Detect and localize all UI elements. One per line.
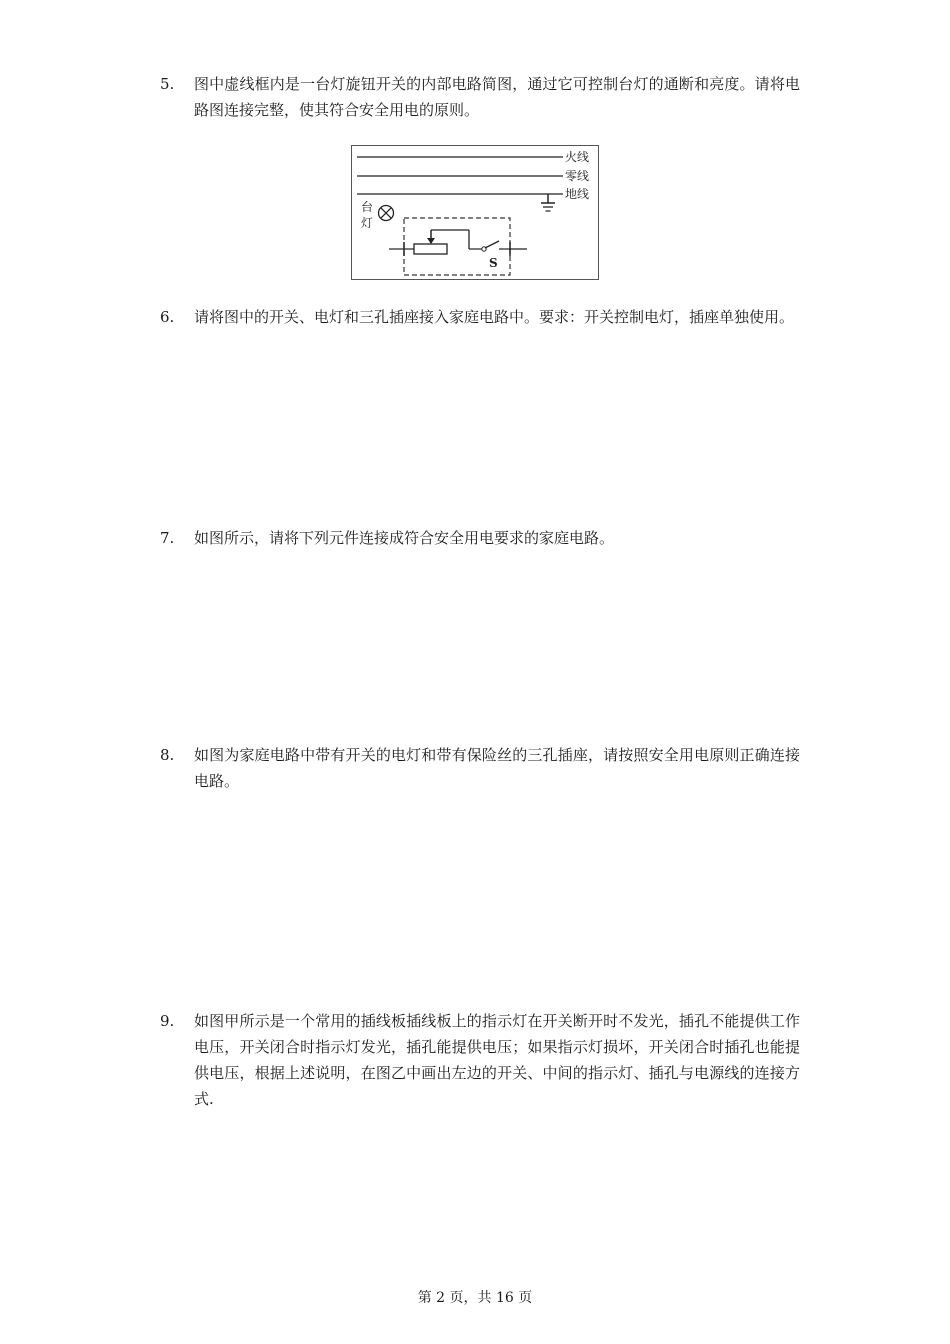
question-6	[160, 304, 800, 330]
figure-frame	[352, 146, 599, 280]
page-number: 第 2 页，共 16 页	[417, 1290, 533, 1306]
lamp-label: 台	[361, 200, 374, 214]
question-8	[160, 742, 800, 794]
question-text: 如图为家庭电路中带有开关的电灯和带有保险丝的三孔插座，请按照安全用电原则正确连接电路。	[194, 746, 800, 790]
question-7	[160, 525, 800, 551]
question-text: 图中虚线框内是一台灯旋钮开关的内部电路简图，通过它可控制台灯的通断和亮度。请将电路图连接完整，使其符合安全用电的原则。	[194, 75, 800, 119]
question-number: 7.	[160, 529, 175, 547]
switch-blade-icon	[485, 241, 499, 248]
page-footer	[0, 1289, 950, 1307]
lamp-icon	[379, 206, 394, 221]
question-5	[160, 71, 800, 123]
circuit-figure	[351, 145, 599, 280]
ground-symbol-icon	[541, 194, 555, 211]
switch-label: S	[489, 256, 498, 270]
question-text: 请将图中的开关、电灯和三孔插座接入家庭电路中。要求：开关控制电灯，插座单独使用。	[194, 308, 795, 326]
live-wire-label: 火线	[565, 150, 590, 164]
question-number: 8.	[160, 746, 175, 764]
question-number: 6.	[160, 308, 175, 326]
question-text: 如图所示，请将下列元件连接成符合安全用电要求的家庭电路。	[194, 529, 615, 547]
lamp-label: 灯	[361, 216, 374, 230]
neutral-wire-label: 零线	[565, 169, 590, 183]
ground-wire-label: 地线	[565, 187, 590, 201]
circuit-diagram	[351, 145, 599, 280]
question-9	[160, 1008, 800, 1112]
question-number: 5.	[160, 75, 175, 93]
question-number: 9.	[160, 1012, 175, 1030]
question-text: 如图甲所示是一个常用的插线板插线板上的指示灯在开关断开时不发光，插孔不能提供工作电压，开关闭合时指示灯发光，插孔能提供电压；如果指示灯损坏，开关闭合时插孔也能提供电压，根据上述说明，在图乙中画出左边的开关、中间的指示灯、插孔与电源线的连接方式.	[194, 1012, 800, 1108]
rheostat-icon	[414, 244, 447, 254]
